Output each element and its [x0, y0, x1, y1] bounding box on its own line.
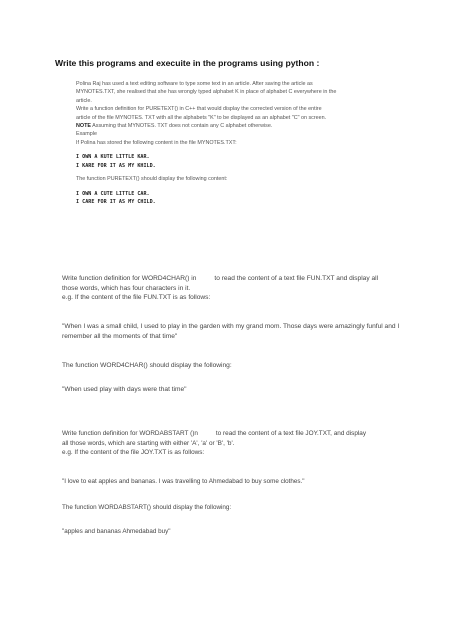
q2-line1b: to read the content of a text file FUN.TXT and display all — [214, 275, 379, 282]
q1-task-line: article of the file MYNOTES. TXT with all the alphabets "K" to be displayed as an alphabet "C" on screen. — [76, 114, 327, 121]
q2-result: "When used play with days were that time" — [62, 386, 187, 393]
q2-line3: e.g. If the content of the file FUN.TXT is as follows: — [62, 294, 211, 302]
q1-output-intro: The function PURETEXT() should display the following content: — [76, 176, 228, 183]
q1-task-line: Write a function definition for PURETEXT() in C++ that would display the corrected version of the entire — [76, 106, 322, 113]
q3-result-intro: The function WORDABSTART() should display the following: — [62, 504, 232, 511]
question-1 — [76, 80, 416, 207]
question-2 — [62, 274, 422, 303]
q1-input-line: I OWN A KUTE LITTLE KAR. — [76, 154, 150, 161]
q3-result: "apples and bananas Ahmedabad buy" — [62, 528, 171, 535]
q1-note-text: Assuming that MYNOTES. TXT does not contain any C alphabet otherwise. — [90, 123, 273, 130]
question-3 — [62, 429, 422, 458]
q1-note — [76, 122, 416, 130]
q1-intro-line: MYNOTES.TXT, she realised that she has wrongly typed alphabet K in place of alphabet C everywhere in the — [76, 89, 337, 96]
q2-quote: "When I was a small child, I used to play in the garden with my grand mom. Those days were amazingly funful and I remember all the moments of that time" — [62, 323, 400, 340]
q2-result-intro: The function WORD4CHAR() should display the following: — [62, 362, 232, 369]
q3-line1b: to read the content of a text file JOY.TXT, and display — [215, 430, 367, 437]
q3-quote: "I love to eat apples and bananas. I was travelling to Ahmedabad to buy some clothes." — [62, 478, 305, 485]
q1-example-label: Example — [76, 131, 97, 138]
q3-line3: e.g. If the content of the file JOY.TXT is as follows: — [62, 449, 205, 457]
q1-intro-line: article. — [76, 97, 92, 104]
q2-line1a: Write function definition for WORD4CHAR() in — [62, 275, 197, 282]
q1-output-line: I OWN A CUTE LITTLE CAR. — [76, 190, 150, 197]
q3-line1a: Write function definition for WORDABSTART ()n — [62, 430, 198, 437]
q2-line2: those words, which has four characters in it. — [62, 284, 191, 292]
q1-output-line: I CARE FOR IT AS MY CHILD. — [76, 199, 156, 206]
q3-line2: all those words, which are starting with either 'A', 'a' or 'B', 'b'. — [62, 439, 235, 447]
q1-intro-line: Polina Raj has used a text editing software to type some text in an article. After saving the article as — [76, 81, 313, 87]
q1-note-label: NOTE — [76, 123, 91, 130]
q1-input-line: I KARE FOR IT AS MY KHILD. — [76, 162, 156, 169]
q1-example-text: If Polina has stored the following content in the file MYNOTES.TXT: — [76, 139, 237, 146]
page-heading: Write this programs and execuite in the programs using python : — [55, 58, 320, 68]
